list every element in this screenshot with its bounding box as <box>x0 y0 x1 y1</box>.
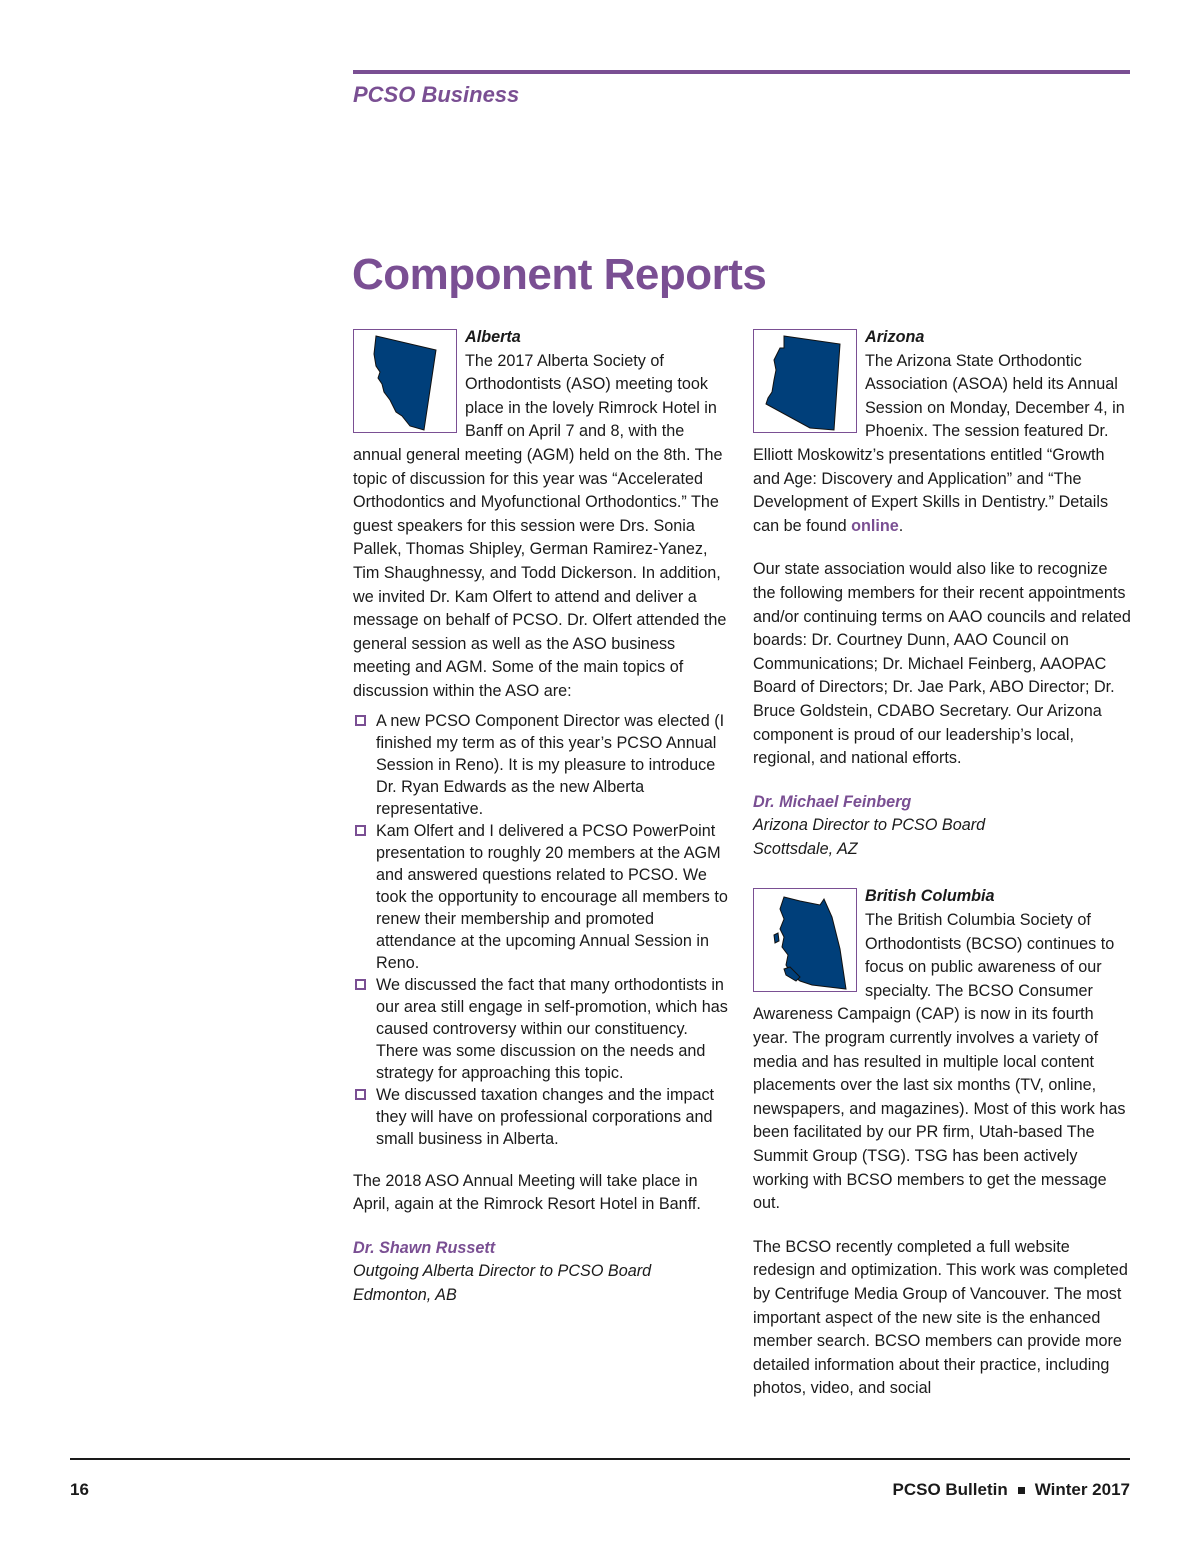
page-number: 16 <box>70 1480 89 1499</box>
square-bullet-icon <box>355 715 366 726</box>
list-item: We discussed taxation changes and the impact they will have on professional corporations and small business in Alberta. <box>353 1084 731 1150</box>
arizona-map <box>753 329 857 433</box>
square-bullet-icon <box>355 979 366 990</box>
arizona-intro: The Arizona State Orthodontic Association (ASOA) held its Annual Session on Monday, December 4, in Phoenix. The session featured Dr. Elliott Moskowitz’s presentations entitled “Growth and Age: Discovery and Application” and “The Development of Expert Skills in Dentistry.” Details can be found online. <box>753 351 1125 535</box>
section-label: PCSO Business <box>353 82 520 107</box>
british-columbia-para2: The BCSO recently completed a full website redesign and optimization. This work was completed by Centrifuge Media Group of Vancouver. The most important aspect of the new site is the enhanced member search. BCSO members can provide more detailed information about their practice, including photos, video, and social <box>753 1237 1128 1398</box>
alberta-author-place: Edmonton, AB <box>353 1285 457 1304</box>
online-link[interactable]: online <box>851 516 899 535</box>
square-bullet-icon <box>355 1089 366 1100</box>
british-columbia-heading: British Columbia <box>865 887 995 906</box>
british-columbia-map-icon <box>754 889 856 991</box>
alberta-map-icon <box>354 330 456 432</box>
list-item: A new PCSO Component Director was elected (I finished my term as of this year’s PCSO Annual Session in Reno). It is my pleasure to introduce Dr. Ryan Edwards as the new Alberta representative. <box>353 710 731 820</box>
page-title: Component Reports <box>352 250 767 299</box>
alberta-heading: Alberta <box>465 328 521 346</box>
alberta-map <box>353 329 457 433</box>
arizona-map-icon <box>754 330 856 432</box>
separator-icon <box>1018 1487 1025 1494</box>
arizona-author-place: Scottsdale, AZ <box>753 839 858 858</box>
arizona-author-name: Dr. Michael Feinberg <box>753 792 912 811</box>
square-bullet-icon <box>355 825 366 836</box>
list-item: We discussed the fact that many orthodontists in our area still engage in self-promotion, which has caused controversy within our constituency. There was some discussion on the needs and strategy for approaching this topic. <box>353 974 731 1084</box>
right-column <box>753 326 1131 1401</box>
footer-rule <box>70 1458 1130 1460</box>
alberta-author-name: Dr. Shawn Russett <box>353 1238 496 1257</box>
arizona-heading: Arizona <box>865 328 925 346</box>
alberta-intro: The 2017 Alberta Society of Orthodontists (ASO) meeting took place in the lovely Rimrock Hotel in Banff on April 7 and 8, with the annual general meeting (AGM) held on the 8th. The topic of discussion for this year was “Accelerated Orthodontics and Myofunctional Orthodontics.” The guest speakers for this session were Drs. Sonia Pallek, Thomas Shipley, German Ramirez-Yanez, Tim Shaughnessy, and Todd Dickerson. In addition, we invited Dr. Kam Olfert to attend and deliver a message on behalf of PCSO. Dr. Olfert attended the general session as well as the ASO business meeting and AGM. Some of the main topics of discussion within the ASO are: <box>353 351 727 700</box>
alberta-author-title: Outgoing Alberta Director to PCSO Board <box>353 1262 652 1281</box>
alberta-bullet-list <box>353 710 731 1150</box>
alberta-closing: The 2018 ASO Annual Meeting will take place in April, again at the Rimrock Resort Hotel in Banff. <box>353 1171 701 1214</box>
left-column <box>353 326 731 1307</box>
british-columbia-intro: The British Columbia Society of Orthodontists (BCSO) continues to focus on public awareness of our specialty. The BCSO Consumer Awareness Campaign (CAP) is now in its fourth year. The program currently involves a variety of media and has resulted in multiple local content placements over the last six months (TV, online, newspapers, and magazines). Most of this work has been facilitated by our PR firm, Utah-based The Summit Group (TSG). TSG has been actively working with BCSO members to get the message out. <box>753 911 1126 1213</box>
footer-publication: PCSO Bulletin Winter 2017 <box>892 1480 1130 1499</box>
list-item: Kam Olfert and I delivered a PCSO PowerPoint presentation to roughly 20 members at the AGM and answered questions related to PCSO. We took the opportunity to encourage all members to renew their membership and promoted attendance at the upcoming Annual Session in Reno. <box>353 820 731 974</box>
british-columbia-map <box>753 888 857 992</box>
arizona-para2: Our state association would also like to recognize the following members for their recent appointments and/or continuing terms on AAO councils and related boards: Dr. Courtney Dunn, AAO Council on Communications; Dr. Michael Feinberg, AAOPAC Board of Directors; Dr. Jae Park, ABO Director; Dr. Bruce Goldstein, CDABO Secretary. Our Arizona component is proud of our leadership’s local, regional, and national efforts. <box>753 560 1131 768</box>
arizona-author-title: Arizona Director to PCSO Board <box>753 816 986 835</box>
header-rule <box>353 70 1130 74</box>
